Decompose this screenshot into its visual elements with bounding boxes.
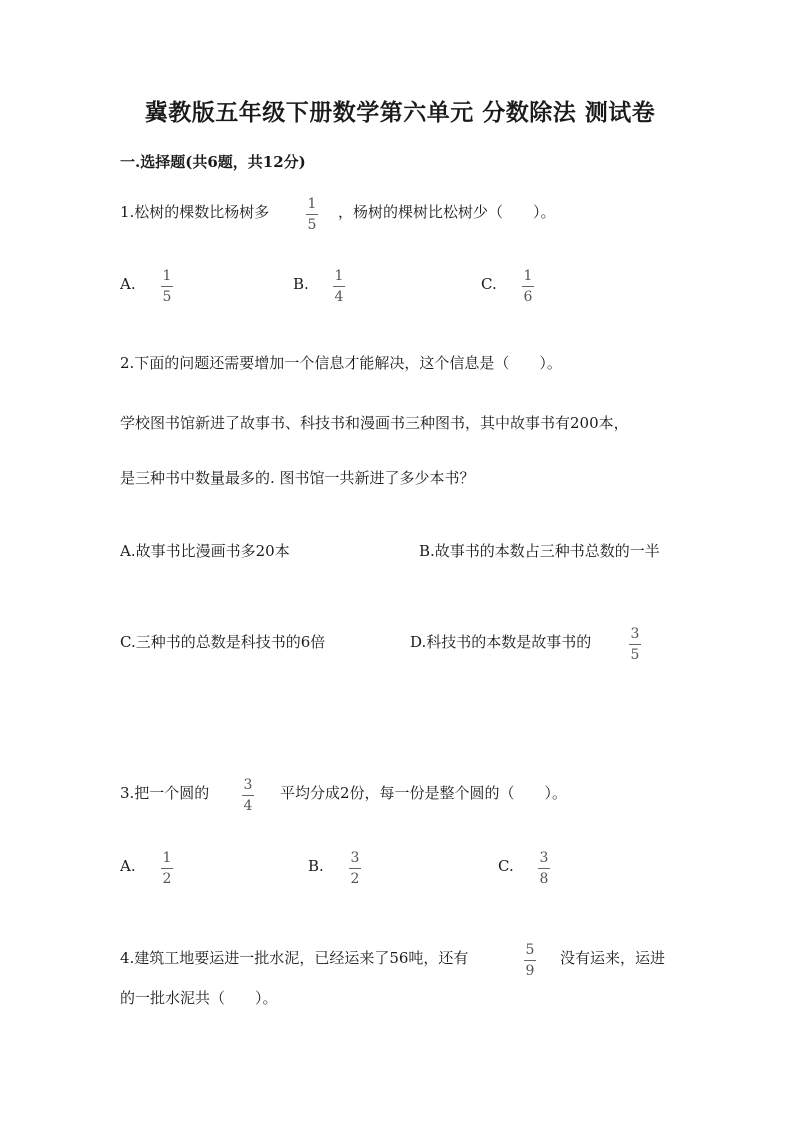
fraction-numerator: 3 (243, 777, 253, 793)
q3-option-a-fraction (161, 850, 173, 887)
q4-fraction (524, 942, 536, 979)
fraction-denominator: 9 (525, 963, 535, 979)
q2-option-d: D.科技书的本数是故事书的 (410, 633, 592, 651)
q2-option-b: B.故事书的本数占三种书总数的一半 (419, 542, 660, 560)
q2-option-d-fraction (629, 626, 641, 663)
q1-option-a-label: A. (120, 275, 136, 293)
q1-option-b-fraction (333, 268, 345, 305)
fraction-denominator: 5 (630, 647, 640, 663)
q2-context-line-2: 是三种书中数量最多的. 图书馆一共新进了多少本书？ (120, 469, 475, 487)
fraction-bar (349, 868, 361, 869)
fraction-numerator: 1 (162, 850, 172, 866)
fraction-denominator: 2 (162, 871, 172, 887)
q2-context-line-1: 学校图书馆新进了故事书、科技书和漫画书三种图书，其中故事书有200本， (120, 414, 629, 432)
fraction-numerator: 3 (630, 626, 640, 642)
fraction-bar (333, 286, 345, 287)
fraction-numerator: 3 (539, 850, 549, 866)
q1-option-b-label: B. (293, 275, 309, 293)
fraction-bar (306, 214, 318, 215)
q2-stem: 2.下面的问题还需要增加一个信息才能解决，这个信息是（ ）。 (120, 354, 562, 372)
fraction-denominator: 8 (539, 871, 549, 887)
fraction-numerator: 5 (525, 942, 535, 958)
fraction-numerator: 1 (523, 268, 533, 284)
fraction-denominator: 4 (243, 798, 253, 814)
q1-option-a-fraction (161, 268, 173, 305)
fraction-bar (522, 286, 534, 287)
q3-option-c-label: C. (498, 857, 514, 875)
page-title: 冀教版五年级下册数学第六单元 分数除法 测试卷 (144, 99, 656, 126)
fraction-denominator: 5 (307, 217, 317, 233)
q2-option-a: A.故事书比漫画书多20本 (120, 542, 290, 560)
q4-stem-after: 没有运来，运进 (560, 949, 666, 967)
q3-option-a-label: A. (120, 857, 136, 875)
q1-fraction (306, 196, 318, 233)
fraction-numerator: 1 (307, 196, 317, 212)
fraction-bar (161, 868, 173, 869)
fraction-denominator: 4 (334, 289, 344, 305)
fraction-bar (538, 868, 550, 869)
fraction-denominator: 6 (523, 289, 533, 305)
q3-option-b-label: B. (308, 857, 324, 875)
fraction-bar (524, 960, 536, 961)
q4-stem-line-2: 的一批水泥共（ ）。 (120, 989, 278, 1007)
q3-fraction (242, 777, 254, 814)
fraction-bar (161, 286, 173, 287)
fraction-bar (242, 795, 254, 796)
q1-stem-after: ，杨树的棵树比松树少（ ）。 (338, 203, 556, 221)
fraction-numerator: 3 (350, 850, 360, 866)
q3-stem-before: 3.把一个圆的 (120, 784, 210, 802)
fraction-numerator: 1 (162, 268, 172, 284)
fraction-bar (629, 644, 641, 645)
q1-option-c-fraction (522, 268, 534, 305)
q1-stem-before: 1.松树的棵数比杨树多 (120, 203, 270, 221)
q4-stem-before: 4.建筑工地要运进一批水泥，已经运来了56吨，还有 (120, 949, 469, 967)
q3-option-b-fraction (349, 850, 361, 887)
fraction-denominator: 5 (162, 289, 172, 305)
fraction-numerator: 1 (334, 268, 344, 284)
q1-option-c-label: C. (481, 275, 497, 293)
q2-option-c: C.三种书的总数是科技书的6倍 (120, 633, 326, 651)
section-heading: 一.选择题(共6题，共12分) (120, 153, 306, 171)
q3-stem-after: 平均分成2份，每一份是整个圆的（ ）。 (280, 784, 568, 802)
fraction-denominator: 2 (350, 871, 360, 887)
q3-option-c-fraction (538, 850, 550, 887)
